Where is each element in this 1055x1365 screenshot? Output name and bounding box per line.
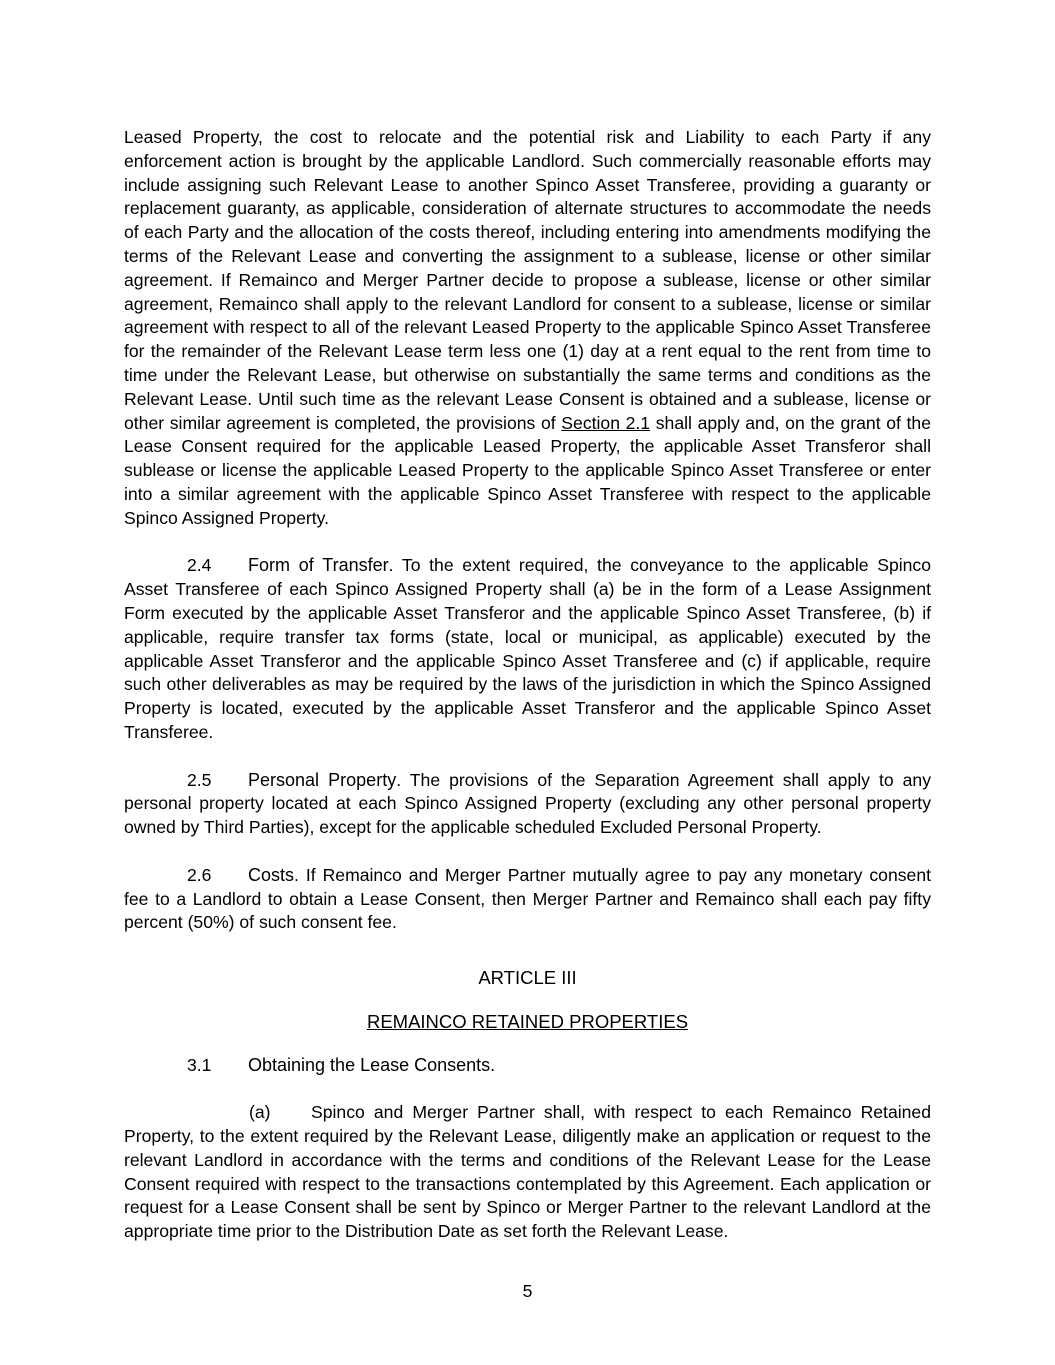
section-2-5-body: . The provisions of the Separation Agreement shall apply to any personal property located at each Spinco Assigned Property (excluding any other personal property owned by Third Parties), except for the applicable scheduled Excluded Personal Property. [124, 769, 932, 838]
continuation-text-2: shall apply and, on the grant of the Lease Consent required for the applicable Leased Property, the applicable Asset Transferor shall sublease or license the applicable Leased Property to the applicable Spinco Asset Transferee or enter into a similar agreement with the applicable Spinco Asset Transferee with respect to the applicable Spinco Assigned Property. [124, 412, 931, 528]
continuation-paragraph [124, 126, 931, 531]
section-2-5-title: Personal Property [248, 769, 397, 790]
section-2-1-reference[interactable]: Section 2.1 [561, 412, 651, 433]
document-page [124, 126, 931, 1244]
section-2-5-number: 2.5 [187, 769, 212, 790]
section-2-6-title: Costs [248, 864, 295, 885]
section-2-4-title: Form of Transfer [248, 555, 389, 576]
section-2-4 [124, 554, 931, 744]
section-2-6 [124, 864, 931, 935]
subsection-a [124, 1101, 931, 1244]
section-2-6-body: . If Remainco and Merger Partner mutually agree to pay any monetary consent fee to a Landlord to obtain a Lease Consent, then Merger Partner and Remainco shall each pay fifty percent (50%) of such consent fee. [124, 864, 931, 933]
subsection-a-label: (a) [249, 1102, 271, 1123]
section-2-4-number: 2.4 [187, 555, 212, 576]
article-heading-text: REMAINCO RETAINED PROPERTIES [366, 1010, 689, 1032]
subsection-a-body: Spinco and Merger Partner shall, with respect to each Remainco Retained Property, to the extent required by the Relevant Lease, diligently make an application or request to the relevant Landlord in accordance with the terms and conditions of the Relevant Lease for the Lease Consent required with respect to the transactions contemplated by this Agreement. Each application or request for a Lease Consent shall be sent by Spinco or Merger Partner to the relevant Landlord at the appropriate time prior to the Distribution Date as set forth the Relevant Lease. [124, 1102, 931, 1242]
section-3-1-title: Obtaining the Lease Consents. [248, 1054, 496, 1075]
section-3-1-number: 3.1 [187, 1054, 212, 1075]
article-label: ARTICLE III [478, 967, 577, 989]
section-2-4-body: . To the extent required, the conveyance to the applicable Spinco Asset Transferee of each Spinco Assigned Property shall (a) be in the form of a Lease Assignment Form executed by the applicable Asset Transferor and the applicable Spinco Asset Transferee, (b) if applicable, require transfer tax forms (state, local or municipal, as applicable) executed by the applicable Asset Transferor and the applicable Spinco Asset Transferee and (c) if applicable, require such other deliverables as may be required by the laws of the jurisdiction in which the Spinco Assigned Property is located, executed by the applicable Asset Transferor and the applicable Spinco Asset Transferee. [124, 555, 932, 742]
page-number: 5 [522, 1281, 533, 1301]
section-2-6-number: 2.6 [187, 864, 212, 885]
section-2-5 [124, 769, 931, 840]
article-heading [124, 1010, 931, 1034]
continuation-text-1: Leased Property, the cost to relocate and the potential risk and Liability to each Party if any enforcement action is brought by the applicable Landlord. Such commercially reasonable efforts may include assigning such Relevant Lease to another Spinco Asset Transferee, providing a guaranty or replacement guaranty, as applicable, consideration of alternate structures to accommodate the needs of each Party and the allocation of the costs thereof, including entering into amendments modifying the terms of the Relevant Lease and converting the assignment to a sublease, license or other similar agreement. If Remainco and Merger Partner decide to propose a sublease, license or other similar agreement, Remainco shall apply to the relevant Landlord for consent to a sublease, license or similar agreement with respect to all of the relevant Leased Property to the applicable Spinco Asset Transferee for the remainder of the Relevant Lease term less one (1) day at a rent equal to the rent from time to time under the Relevant Lease, but otherwise on substantially the same terms and conditions as the Relevant Lease. Until such time as the relevant Lease Consent is obtained and a sublease, license or other similar agreement is completed, the provisions of [124, 127, 931, 433]
section-3-1 [124, 1054, 931, 1078]
